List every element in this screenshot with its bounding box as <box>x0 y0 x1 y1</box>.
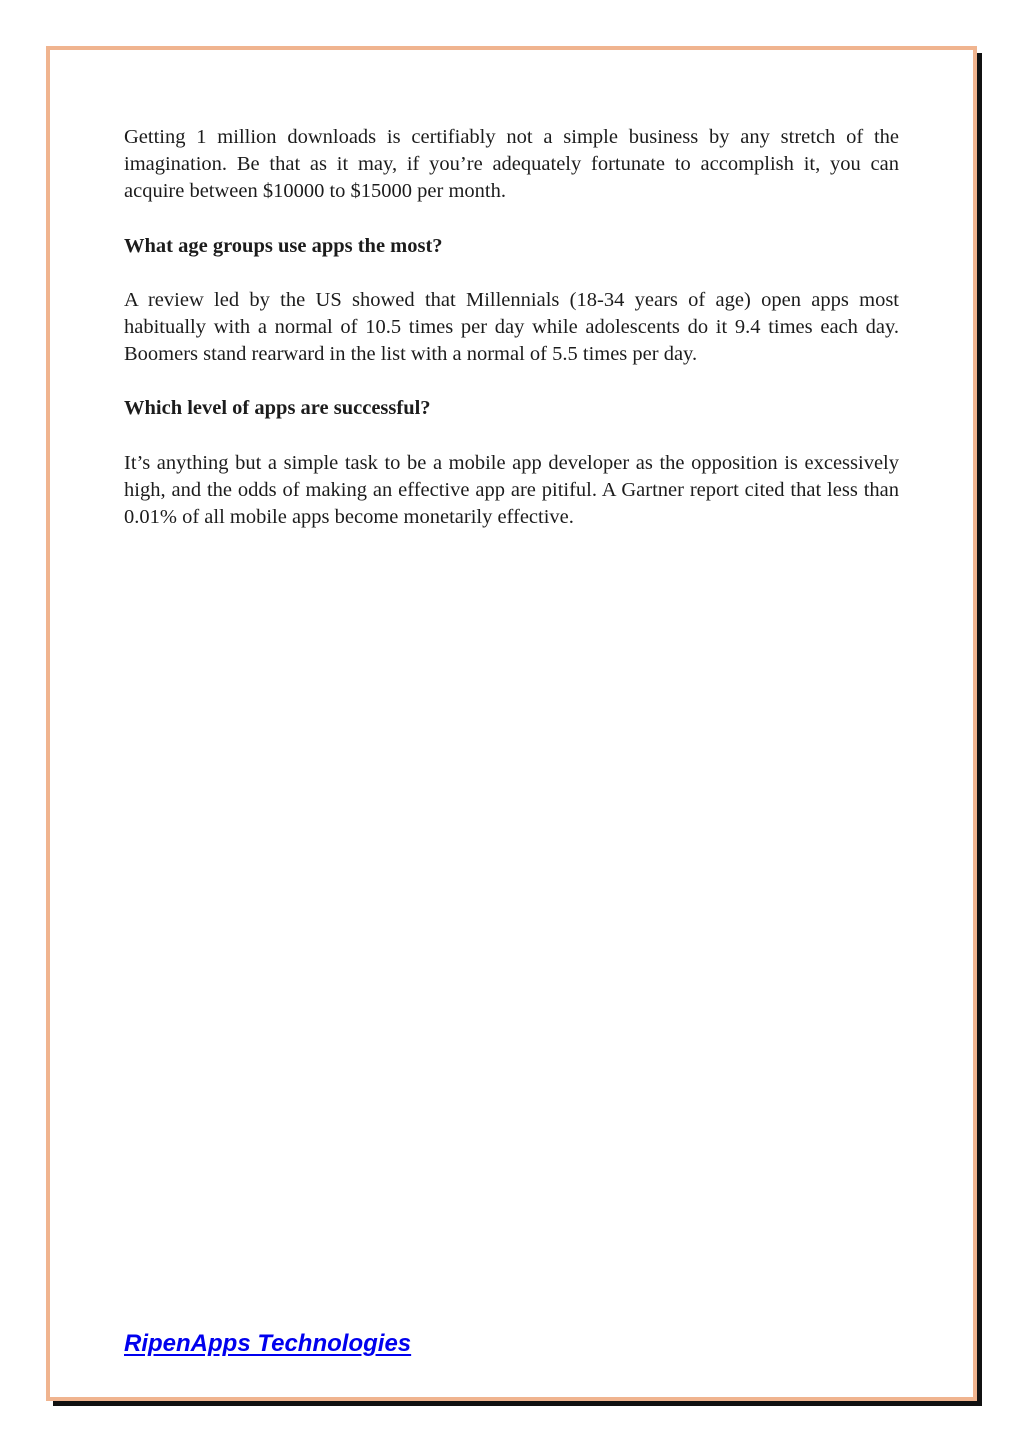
heading-age-groups: What age groups use apps the most? <box>124 234 443 257</box>
heading-successful-apps: Which level of apps are successful? <box>124 397 431 420</box>
paragraph-age-groups: A review led by the US showed that Millennials (18-34 years of age) open apps most habitually with a normal of 10.5 times per day while adolescents do it 9.4 times each day. Boomers stand rearward in the list with a normal of 5.5 times per day. <box>124 288 899 366</box>
paragraph-downloads-earnings: Getting 1 million downloads is certifiably not a simple business by any stretch of the imagination. Be that as it may, if you’re adequately fortunate to accomplish it, you can acquire between $10000 to $15000 per month. <box>124 126 899 203</box>
company-link[interactable]: RipenApps Technologies <box>124 1330 412 1357</box>
document-body <box>124 124 899 558</box>
paragraph-successful-apps: It’s anything but a simple task to be a mobile app developer as the opposition is excessively high, and the odds of making an effective app are pitiful. A Gartner report cited that less than 0.01% of all mobile apps become monetarily effective. <box>124 451 899 529</box>
